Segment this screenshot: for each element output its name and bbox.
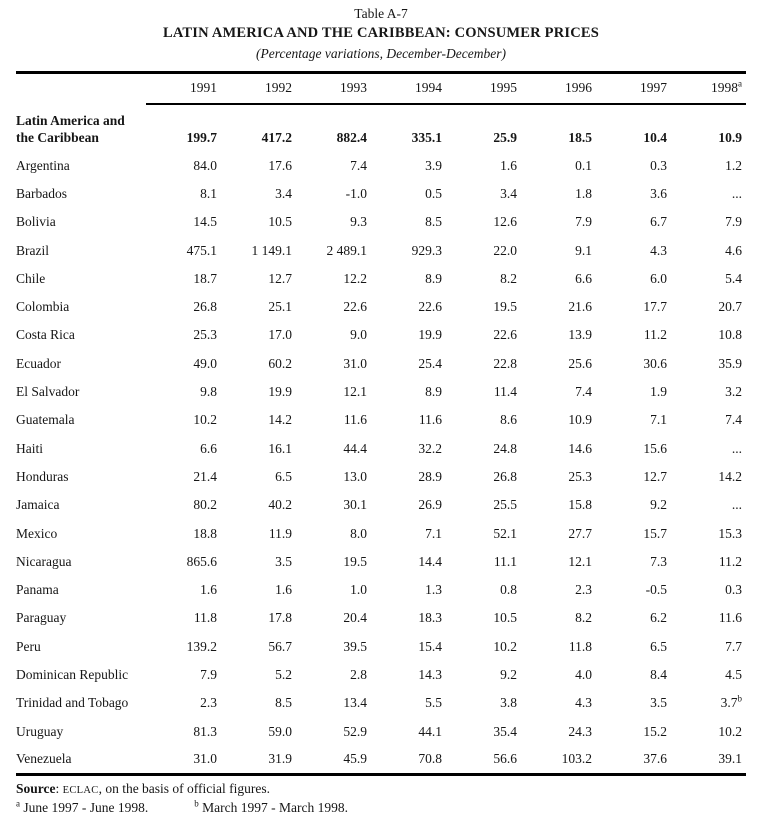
aggregate-value: 417.2 <box>261 129 292 145</box>
value-cell: ... <box>731 440 742 456</box>
year-label: 1995 <box>490 80 517 96</box>
footnotes-line <box>16 799 746 813</box>
value-cell: 11.8 <box>193 610 217 626</box>
country-rows <box>16 152 746 775</box>
value-cell: 11.2 <box>718 553 742 569</box>
value-cell: 39.5 <box>343 638 367 654</box>
country-label: Brazil <box>16 242 49 258</box>
value-cell: 22.6 <box>418 299 442 315</box>
aggregate-value: 199.7 <box>186 129 217 145</box>
country-label: Nicaragua <box>16 553 72 569</box>
value-cell: 4.3 <box>650 242 667 258</box>
country-label: Venezuela <box>16 751 72 767</box>
source-label: Source <box>16 780 56 796</box>
footnote-a-marker: a <box>16 798 20 809</box>
value-cell: 24.8 <box>493 440 517 456</box>
value-cell: 12.1 <box>343 384 367 400</box>
value-cell: 1.2 <box>725 157 742 173</box>
country-label: El Salvador <box>16 384 80 400</box>
value-cell: 31.9 <box>268 751 292 767</box>
aggregate-label-line2: the Caribbean <box>16 129 99 145</box>
value-cell: 7.9 <box>725 214 742 230</box>
year-header-cell <box>221 73 296 104</box>
year-label: 1998 <box>711 80 738 96</box>
value-cell: 13.4 <box>343 695 367 711</box>
table-row <box>16 434 746 462</box>
value-cell: 11.6 <box>418 412 442 428</box>
value-cell: 3.8 <box>500 695 517 711</box>
table-row <box>16 321 746 349</box>
value-cell: 12.7 <box>268 270 292 286</box>
value-cell: 15.7 <box>643 525 667 541</box>
value-cell: ... <box>731 185 742 201</box>
value-cell: 56.6 <box>493 751 517 767</box>
table-row <box>16 463 746 491</box>
table-row <box>16 208 746 236</box>
value-cell: 0.8 <box>500 582 517 598</box>
value-cell: 19.9 <box>268 384 292 400</box>
value-cell: 31.0 <box>193 751 217 767</box>
table-row <box>16 746 746 774</box>
value-cell: 6.5 <box>650 638 667 654</box>
value-cell: 25.5 <box>493 497 517 513</box>
source-rest: , on the basis of official figures. <box>98 780 271 796</box>
value-cell: 52.9 <box>343 723 367 739</box>
value-cell: 24.3 <box>568 723 592 739</box>
value-cell: 10.2 <box>493 638 517 654</box>
value-cell: 1 149.1 <box>251 242 292 258</box>
year-label: 1992 <box>265 80 292 96</box>
table-footer <box>16 780 746 813</box>
year-label: 1993 <box>340 80 367 96</box>
value-cell: 3.7$^b$ <box>720 693 742 711</box>
value-cell: 27.7 <box>568 525 592 541</box>
value-cell: 6.6 <box>200 440 217 456</box>
value-cell: 2.8 <box>350 666 367 682</box>
value-cell: 17.6 <box>268 157 292 173</box>
aggregate-value: 882.4 <box>336 129 367 145</box>
table-row <box>16 717 746 745</box>
value-cell: 929.3 <box>411 242 442 258</box>
value-cell: 7.9 <box>200 666 217 682</box>
aggregate-label-line1: Latin America and <box>16 112 125 128</box>
year-header <box>16 73 746 104</box>
value-cell: 6.2 <box>650 610 667 626</box>
value-cell: 17.0 <box>268 327 292 343</box>
country-label: Trinidad and Tobago <box>16 695 129 711</box>
footnote-marker-a: a <box>738 78 742 89</box>
value-cell: 14.5 <box>193 214 217 230</box>
value-cell: -1.0 <box>345 185 367 201</box>
value-cell: 10.5 <box>268 214 292 230</box>
value-cell: 14.6 <box>568 440 592 456</box>
value-cell: 25.6 <box>568 355 592 371</box>
country-label: Panama <box>16 582 59 598</box>
value-cell: 35.9 <box>718 355 742 371</box>
value-cell: 21.6 <box>568 299 592 315</box>
consumer-prices-table <box>16 71 746 776</box>
value-cell: 8.1 <box>200 185 217 201</box>
country-label: Argentina <box>16 157 70 173</box>
value-cell: 475.1 <box>186 242 217 258</box>
value-cell: 20.4 <box>343 610 367 626</box>
value-cell: 8.2 <box>500 270 517 286</box>
value-cell: 12.2 <box>343 270 367 286</box>
table-row <box>16 350 746 378</box>
value-cell: 40.2 <box>268 497 292 513</box>
aggregate-value: 18.5 <box>568 129 592 145</box>
value-cell: 32.2 <box>418 440 442 456</box>
source-note <box>16 780 746 799</box>
table-number: Table A-7 <box>354 6 408 21</box>
value-cell: 7.4 <box>575 384 592 400</box>
aggregate-label <box>16 104 146 152</box>
year-header-cell <box>521 73 596 104</box>
value-cell: 70.8 <box>418 751 442 767</box>
value-cell: 18.8 <box>193 525 217 541</box>
table-subtitle: (Percentage variations, December-December) <box>255 46 506 61</box>
table-row <box>16 265 746 293</box>
footnote-a <box>16 800 148 813</box>
value-cell: 11.8 <box>568 638 592 654</box>
footnote-b-text: March 1997 - March 1998. <box>198 799 348 813</box>
value-cell: 7.1 <box>650 412 667 428</box>
value-cell: 6.6 <box>575 270 592 286</box>
value-cell: 15.8 <box>568 497 592 513</box>
table-row <box>16 293 746 321</box>
value-cell: 44.1 <box>418 723 442 739</box>
table-row <box>16 689 746 717</box>
aggregate-value: 10.9 <box>718 129 742 145</box>
value-cell: 37.6 <box>643 751 667 767</box>
value-cell: 14.2 <box>718 468 742 484</box>
value-cell: 6.0 <box>650 270 667 286</box>
value-cell: 35.4 <box>493 723 517 739</box>
value-cell: 7.3 <box>650 553 667 569</box>
aggregate-value: 25.9 <box>493 129 517 145</box>
value-cell: 30.6 <box>643 355 667 371</box>
value-cell: 18.7 <box>193 270 217 286</box>
value-cell: 5.4 <box>725 270 742 286</box>
year-header-cell <box>446 73 521 104</box>
value-cell: 8.5 <box>275 695 292 711</box>
value-cell: 14.3 <box>418 666 442 682</box>
country-label: Guatemala <box>16 412 75 428</box>
value-cell: 8.5 <box>425 214 442 230</box>
value-cell: 8.2 <box>575 610 592 626</box>
year-header-cell <box>146 73 221 104</box>
value-cell: 1.6 <box>275 582 292 598</box>
value-cell: 6.7 <box>650 214 667 230</box>
value-cell: ... <box>731 497 742 513</box>
value-cell: 103.2 <box>561 751 592 767</box>
value-cell: 15.3 <box>718 525 742 541</box>
value-cell: 3.4 <box>275 185 292 201</box>
value-cell: 4.6 <box>725 242 742 258</box>
year-header-cell <box>596 73 671 104</box>
table-row <box>16 548 746 576</box>
value-cell: 7.1 <box>425 525 442 541</box>
value-cell: 26.8 <box>193 299 217 315</box>
value-cell: 30.1 <box>343 497 367 513</box>
table-row <box>16 406 746 434</box>
value-cell: 7.9 <box>575 214 592 230</box>
value-cell: 12.1 <box>568 553 592 569</box>
value-cell: 10.9 <box>568 412 592 428</box>
value-cell: 11.6 <box>718 610 742 626</box>
value-cell: 3.9 <box>425 157 442 173</box>
value-cell: 28.9 <box>418 468 442 484</box>
value-cell: 7.4 <box>725 412 742 428</box>
country-label: Haiti <box>16 440 43 456</box>
value-cell: 15.4 <box>418 638 442 654</box>
table-row <box>16 604 746 632</box>
country-label: Peru <box>16 638 41 654</box>
aggregate-value: 335.1 <box>411 129 442 145</box>
value-cell: 1.6 <box>200 582 217 598</box>
year-header-row <box>16 73 746 104</box>
value-cell: 11.1 <box>493 553 517 569</box>
value-cell: 13.9 <box>568 327 592 343</box>
value-cell: 22.8 <box>493 355 517 371</box>
country-label: Ecuador <box>16 355 61 371</box>
country-label: Uruguay <box>16 723 64 739</box>
value-cell: 11.2 <box>643 327 667 343</box>
value-cell: 26.9 <box>418 497 442 513</box>
value-cell: 1.6 <box>500 157 517 173</box>
country-label: Costa Rica <box>16 327 75 343</box>
footnote-a-text: June 1997 - June 1998. <box>20 799 149 813</box>
value-cell: 8.0 <box>350 525 367 541</box>
value-cell: 10.8 <box>718 327 742 343</box>
year-label: 1994 <box>415 80 442 96</box>
country-label: Bolivia <box>16 214 56 230</box>
value-cell: 139.2 <box>186 638 217 654</box>
value-cell: 865.6 <box>186 553 217 569</box>
value-cell: 18.3 <box>418 610 442 626</box>
value-cell: 2.3 <box>575 582 592 598</box>
value-cell: 25.4 <box>418 355 442 371</box>
year-header-cell <box>371 73 446 104</box>
table-row <box>16 633 746 661</box>
country-label: Barbados <box>16 185 67 201</box>
value-cell: 1.0 <box>350 582 367 598</box>
value-cell: 49.0 <box>193 355 217 371</box>
value-cell: 17.7 <box>643 299 667 315</box>
value-cell: 22.6 <box>343 299 367 315</box>
country-label: Chile <box>16 270 46 286</box>
value-cell: 10.5 <box>493 610 517 626</box>
table-row <box>16 378 746 406</box>
value-cell: 3.4 <box>500 185 517 201</box>
value-cell: 2 489.1 <box>326 242 367 258</box>
table-row <box>16 491 746 519</box>
value-cell: 13.0 <box>343 468 367 484</box>
value-cell: 22.6 <box>493 327 517 343</box>
title-block <box>0 0 762 62</box>
country-label: Honduras <box>16 468 69 484</box>
value-cell: 8.9 <box>425 270 442 286</box>
value-cell: 21.4 <box>193 468 217 484</box>
value-cell: 10.2 <box>193 412 217 428</box>
value-cell: 14.4 <box>418 553 442 569</box>
value-cell: 3.6 <box>650 185 667 201</box>
value-cell: 9.3 <box>350 214 367 230</box>
value-cell: 9.1 <box>575 242 592 258</box>
value-cell: 59.0 <box>268 723 292 739</box>
value-cell: 25.3 <box>568 468 592 484</box>
value-cell: 19.9 <box>418 327 442 343</box>
value-cell: 25.3 <box>193 327 217 343</box>
value-cell: 5.5 <box>425 695 442 711</box>
value-cell: 4.0 <box>575 666 592 682</box>
value-cell: 12.7 <box>643 468 667 484</box>
value-cell: 1.3 <box>425 582 442 598</box>
value-cell: 6.5 <box>275 468 292 484</box>
value-cell: 1.8 <box>575 185 592 201</box>
value-cell: 84.0 <box>193 157 217 173</box>
value-cell: 45.9 <box>343 751 367 767</box>
country-label: Jamaica <box>16 497 60 513</box>
year-header-cell <box>671 73 746 104</box>
footnote-b-marker: b <box>194 798 199 809</box>
source-organization: ECLAC <box>62 784 99 796</box>
value-cell: 3.2 <box>725 384 742 400</box>
value-cell: 17.8 <box>268 610 292 626</box>
country-label: Mexico <box>16 525 58 541</box>
country-column-header <box>16 73 146 104</box>
value-cell: 19.5 <box>343 553 367 569</box>
value-cell: 3.5 <box>650 695 667 711</box>
country-label: Colombia <box>16 299 70 315</box>
value-cell: 8.9 <box>425 384 442 400</box>
value-cell: 31.0 <box>343 355 367 371</box>
value-cell: 7.4 <box>350 157 367 173</box>
value-cell: 22.0 <box>493 242 517 258</box>
value-cell: 26.8 <box>493 468 517 484</box>
value-cell: 81.3 <box>193 723 217 739</box>
value-cell: 2.3 <box>200 695 217 711</box>
value-cell: 9.2 <box>650 497 667 513</box>
value-cell: 0.1 <box>575 157 592 173</box>
table-row <box>16 576 746 604</box>
table-row <box>16 236 746 264</box>
year-header-cell <box>296 73 371 104</box>
footnote-marker-b: b <box>737 693 742 704</box>
value-cell: 9.8 <box>200 384 217 400</box>
value-cell: 20.7 <box>718 299 742 315</box>
table-row <box>16 661 746 689</box>
value-cell: 15.2 <box>643 723 667 739</box>
value-cell: 25.1 <box>268 299 292 315</box>
source-separator: : <box>55 780 63 796</box>
value-cell: 10.2 <box>718 723 742 739</box>
value-cell: 60.2 <box>268 355 292 371</box>
value-cell: 19.5 <box>493 299 517 315</box>
table-row <box>16 180 746 208</box>
value-cell: 15.6 <box>643 440 667 456</box>
year-label: 1991 <box>190 80 217 96</box>
country-label: Paraguay <box>16 610 67 626</box>
value-cell: 4.5 <box>725 666 742 682</box>
value-cell: 0.3 <box>725 582 742 598</box>
value-cell: 12.6 <box>493 214 517 230</box>
value-cell: 11.9 <box>268 525 292 541</box>
table-row <box>16 152 746 180</box>
value-cell: 80.2 <box>193 497 217 513</box>
value-cell: 9.0 <box>350 327 367 343</box>
value-cell: 8.4 <box>650 666 667 682</box>
value-cell: 1.9 <box>650 384 667 400</box>
year-label: 1997 <box>640 80 667 96</box>
country-label: Dominican Republic <box>16 666 129 682</box>
value-cell: 9.2 <box>500 666 517 682</box>
value-cell: 56.7 <box>268 638 292 654</box>
value-cell: 3.5 <box>275 553 292 569</box>
value-cell: 0.5 <box>425 185 442 201</box>
table-row <box>16 519 746 547</box>
aggregate-value: 10.4 <box>643 129 667 145</box>
table-title: LATIN AMERICA AND THE CARIBBEAN: CONSUMER PRICES <box>162 25 600 41</box>
value-cell: 0.3 <box>650 157 667 173</box>
value-cell: -0.5 <box>645 582 667 598</box>
aggregate-row <box>16 104 746 152</box>
value-cell: 4.3 <box>575 695 592 711</box>
value-cell: 39.1 <box>718 751 742 767</box>
value-cell: 44.4 <box>343 440 367 456</box>
value-cell: 52.1 <box>493 525 517 541</box>
value-cell: 16.1 <box>268 440 292 456</box>
value-cell: 7.7 <box>725 638 742 654</box>
value-cell: 8.6 <box>500 412 517 428</box>
value-cell: 11.4 <box>493 384 517 400</box>
footnote-b <box>194 800 348 813</box>
value-cell: 11.6 <box>343 412 367 428</box>
year-label: 1996 <box>565 80 592 96</box>
value-cell: 5.2 <box>275 666 292 682</box>
value-cell: 14.2 <box>268 412 292 428</box>
